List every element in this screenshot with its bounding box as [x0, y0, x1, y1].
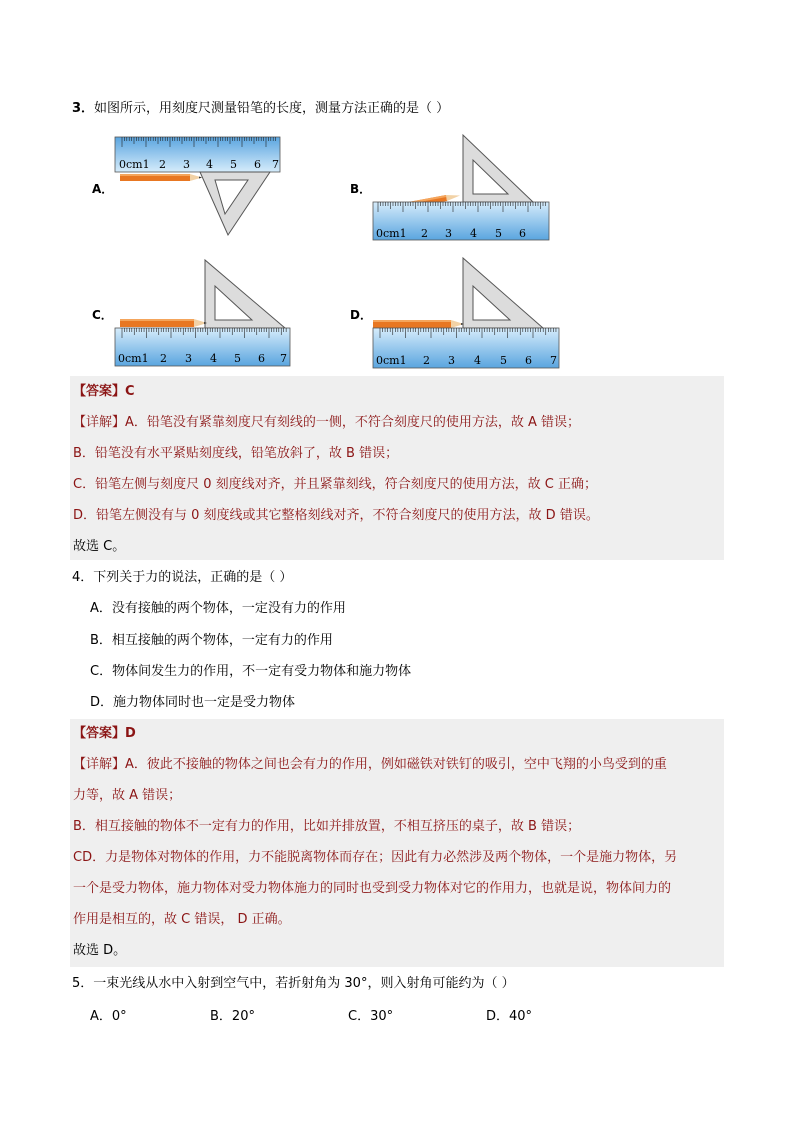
- figure-a: [110, 132, 285, 240]
- q4-answer: 【答案】D: [73, 726, 136, 741]
- q5-option-a: A．0°: [90, 1009, 127, 1024]
- q4-detail-line: CD．力是物体对物体的作用，力不能脱离物体而存在；因此有力必然涉及两个物体，一个是施力物体，另: [73, 850, 678, 865]
- q3-answer: 【答案】C: [73, 384, 135, 399]
- q4-option-a: A．没有接触的两个物体，一定没有力的作用: [90, 601, 346, 616]
- q4-detail-line: B．相互接触的物体不一定有力的作用，比如并排放置，不相互挤压的桌子，故 B 错误；: [73, 819, 581, 834]
- ruler-label: 2: [160, 352, 167, 365]
- ruler-label: 3: [183, 158, 190, 171]
- q3-answer-block: [70, 376, 724, 560]
- q3-option-b: B．: [350, 182, 372, 196]
- set-square: [463, 135, 533, 202]
- ruler-label: 6: [519, 227, 526, 240]
- ruler-label: 3: [448, 354, 455, 367]
- q4-option-c: C．物体间发生力的作用，不一定有受力物体和施力物体: [90, 664, 412, 679]
- ruler-label: 7: [550, 354, 557, 367]
- q3-detail-line: C．铅笔左侧与刻度尺 0 刻度线对齐，并且紧靠刻线，符合刻度尺的使用方法，故 C 正确；: [73, 477, 597, 492]
- q3-detail-line: 【详解】A．铅笔没有紧靠刻度尺有刻线的一侧，不符合刻度尺的使用方法，故 A 错误；: [73, 415, 581, 430]
- ruler: [115, 137, 280, 172]
- ruler-label: 2: [421, 227, 428, 240]
- pencil: [120, 319, 207, 327]
- ruler-label: 3: [445, 227, 452, 240]
- q5-stem: 5．一束光线从水中入射到空气中，若折射角为 30°，则入射角可能约为（ ）: [72, 976, 515, 991]
- ruler-label: 5: [234, 352, 241, 365]
- q3-stem: 3．如图所示，用刻度尺测量铅笔的长度，测量方法正确的是（ ）: [72, 101, 450, 116]
- q3-detail-line: D．铅笔左侧没有与 0 刻度线或其它整格刻线对齐，不符合刻度尺的使用方法，故 D 错误。: [73, 508, 599, 523]
- ruler-label: 6: [258, 352, 265, 365]
- ruler-label: 5: [500, 354, 507, 367]
- q4-option-b: B．相互接触的两个物体，一定有力的作用: [90, 633, 333, 648]
- q4-option-d: D．施力物体同时也一定是受力物体: [90, 695, 296, 710]
- pencil: [120, 174, 202, 181]
- ruler-label: 2: [423, 354, 430, 367]
- ruler-label: 4: [206, 158, 213, 171]
- q4-detail-line: 力等，故 A 错误；: [73, 788, 182, 803]
- q4-conclusion: 故选 D。: [73, 943, 127, 958]
- ruler-label: 0cm1: [376, 227, 407, 240]
- ruler-label: 0cm1: [376, 354, 407, 367]
- ruler-label: 2: [159, 158, 166, 171]
- q4-stem: 4．下列关于力的说法，正确的是（ ）: [72, 570, 293, 585]
- ruler-label: 4: [210, 352, 217, 365]
- ruler-label: 6: [254, 158, 261, 171]
- figure-d: [368, 256, 564, 372]
- ruler-label: 3: [185, 352, 192, 365]
- q3-option-c: C．: [92, 308, 113, 322]
- set-square: [205, 260, 285, 328]
- q5-option-c: C．30°: [348, 1009, 394, 1024]
- q4-detail-line: 一个是受力物体，施力物体对受力物体施力的同时也受到受力物体对它的作用力，也就是说，物体间力的: [73, 881, 672, 896]
- q4-detail-line: 【详解】A．彼此不接触的物体之间也会有力的作用，例如磁铁对铁钉的吸引，空中飞翔的小鸟受到的重: [73, 757, 667, 772]
- set-square: [463, 258, 543, 328]
- q4-answer-block: [70, 719, 724, 967]
- q3-option-a: A．: [92, 182, 114, 196]
- ruler-label: 0cm1: [119, 158, 150, 171]
- q4-detail-line: 作用是相互的，故 C 错误， D 正确。: [73, 912, 291, 927]
- pencil: [373, 320, 464, 328]
- ruler-label: 4: [470, 227, 477, 240]
- q5-option-d: D．40°: [486, 1009, 533, 1024]
- ruler-label: 4: [474, 354, 481, 367]
- ruler-label: 6: [525, 354, 532, 367]
- set-square: [200, 172, 270, 235]
- q3-detail-line: B．铅笔没有水平紧贴刻度线，铅笔放斜了，故 B 错误；: [73, 446, 399, 461]
- ruler: [115, 328, 290, 366]
- ruler-label: 0cm1: [118, 352, 149, 365]
- figure-b: [368, 130, 554, 245]
- q3-conclusion: 故选 C。: [73, 539, 126, 554]
- ruler-label: 5: [230, 158, 237, 171]
- ruler: [373, 202, 549, 240]
- q3-option-d: D．: [350, 308, 372, 322]
- q5-option-b: B．20°: [210, 1009, 255, 1024]
- figure-c: [110, 258, 295, 370]
- ruler-label: 7: [272, 158, 279, 171]
- ruler-label: 7: [280, 352, 287, 365]
- ruler-label: 5: [495, 227, 502, 240]
- ruler: [373, 328, 559, 368]
